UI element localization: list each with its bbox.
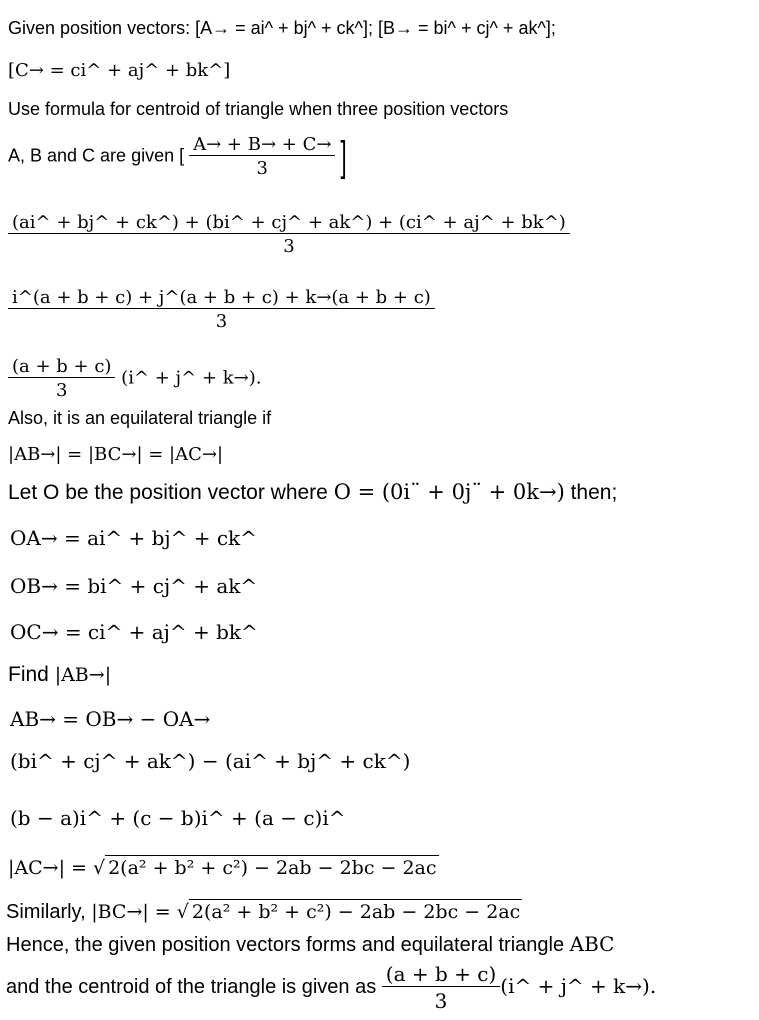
equal-magnitudes-text: |AB→| = |BC→| = |AC→| <box>8 444 224 465</box>
centroid-denominator: 3 <box>8 377 115 401</box>
origin-tail: then; <box>564 481 618 504</box>
final-text: and the centroid of the triangle is given as <box>6 975 382 998</box>
vector-c-line <box>8 60 230 81</box>
find-ab-line <box>8 663 111 687</box>
bc-lhs: |BC→| = √ <box>91 901 189 923</box>
given-vectors-line <box>8 18 556 39</box>
factored-denominator: 3 <box>8 308 435 332</box>
substitution-denominator: 3 <box>8 233 570 257</box>
final-vector: (i^ + j^ + k→). <box>500 973 657 998</box>
final-denominator: 3 <box>382 986 500 1013</box>
oa-text: OA→ = ai^ + bj^ + ck^ <box>10 526 257 550</box>
bc-radicand: 2(a² + b² + c²) − 2ab − 2bc − 2ac <box>189 899 522 923</box>
similarly-text: Similarly, <box>6 901 92 923</box>
centroid-formula-intro <box>8 99 508 120</box>
centroid-formula-fraction <box>189 134 335 179</box>
final-numerator: (a + b + c) <box>385 962 497 986</box>
substitution-frac <box>8 212 570 257</box>
origin-definition-line <box>8 480 617 505</box>
formula-denominator: 3 <box>189 155 335 179</box>
substitution-numerator: (ai^ + bj^ + ck^) + (bi^ + cj^ + ak^) + (ci^ + aj^ + bk^) <box>12 212 566 233</box>
given-vectors-text: Given position vectors: [A→ = ai^ + bj^ + ck^]; [B→ = bi^ + cj^ + ak^]; <box>8 18 556 38</box>
triangle-name: ABC <box>569 932 615 956</box>
conclusion-line <box>6 932 614 957</box>
equal-magnitudes-line <box>8 444 223 465</box>
conclusion-text: Hence, the given position vectors forms and equilateral triangle <box>6 934 570 956</box>
find-math: |AB→| <box>54 664 112 686</box>
bc-magnitude-line <box>6 899 522 924</box>
final-centroid-line <box>6 962 656 1013</box>
final-fraction <box>382 962 500 1013</box>
centroid-formula-line <box>8 131 347 180</box>
factored-fraction <box>8 287 435 332</box>
factored-frac <box>8 287 435 332</box>
centroid-vector: (i^ + j^ + k→). <box>121 367 262 389</box>
substitution-fraction <box>8 212 570 257</box>
oc-text: OC→ = ci^ + aj^ + bk^ <box>10 620 258 644</box>
vector-c-text: [C→ = ci^ + aj^ + bk^] <box>8 60 231 81</box>
ab-components-text: (b − a)i^ + (c − b)i^ + (a − c)i^ <box>10 806 346 830</box>
formula-numerator: A→ + B→ + C→ <box>193 134 332 155</box>
closing-bracket: ] <box>340 131 347 180</box>
ab-expansion-text: (bi^ + cj^ + ak^) − (ai^ + bj^ + ck^) <box>10 749 411 773</box>
origin-text: Let O be the position vector where <box>8 481 334 504</box>
ob-line <box>10 574 257 598</box>
ac-radicand: 2(a² + b² + c²) − 2ab − 2bc − 2ac <box>105 855 438 879</box>
ac-lhs: |AC→| = √ <box>8 857 106 879</box>
ab-difference-text: AB→ = OB→ − OA→ <box>10 707 211 731</box>
ab-expansion-line <box>10 749 410 773</box>
centroid-result-line <box>8 356 261 401</box>
ob-text: OB→ = bi^ + cj^ + ak^ <box>10 574 258 598</box>
ab-difference-line <box>10 707 210 731</box>
centroid-intro-text: Use formula for centroid of triangle when three position vectors <box>8 99 509 119</box>
centroid-numerator: (a + b + c) <box>12 356 112 377</box>
centroid-result-frac <box>8 356 115 401</box>
ab-components-line <box>10 806 346 830</box>
origin-math: O = (0i¨ + 0j¨ + 0k→) <box>333 480 565 504</box>
oc-line <box>10 620 258 644</box>
find-text: Find <box>8 663 55 686</box>
oa-line <box>10 526 257 550</box>
equilateral-intro-text: Also, it is an equilateral triangle if <box>8 408 272 428</box>
given-text: A, B and C are given [ <box>8 145 185 166</box>
equilateral-condition-intro <box>8 408 271 429</box>
factored-numerator: i^(a + b + c) + j^(a + b + c) + k→(a + b + c) <box>12 287 431 308</box>
ac-magnitude-line <box>8 855 439 879</box>
